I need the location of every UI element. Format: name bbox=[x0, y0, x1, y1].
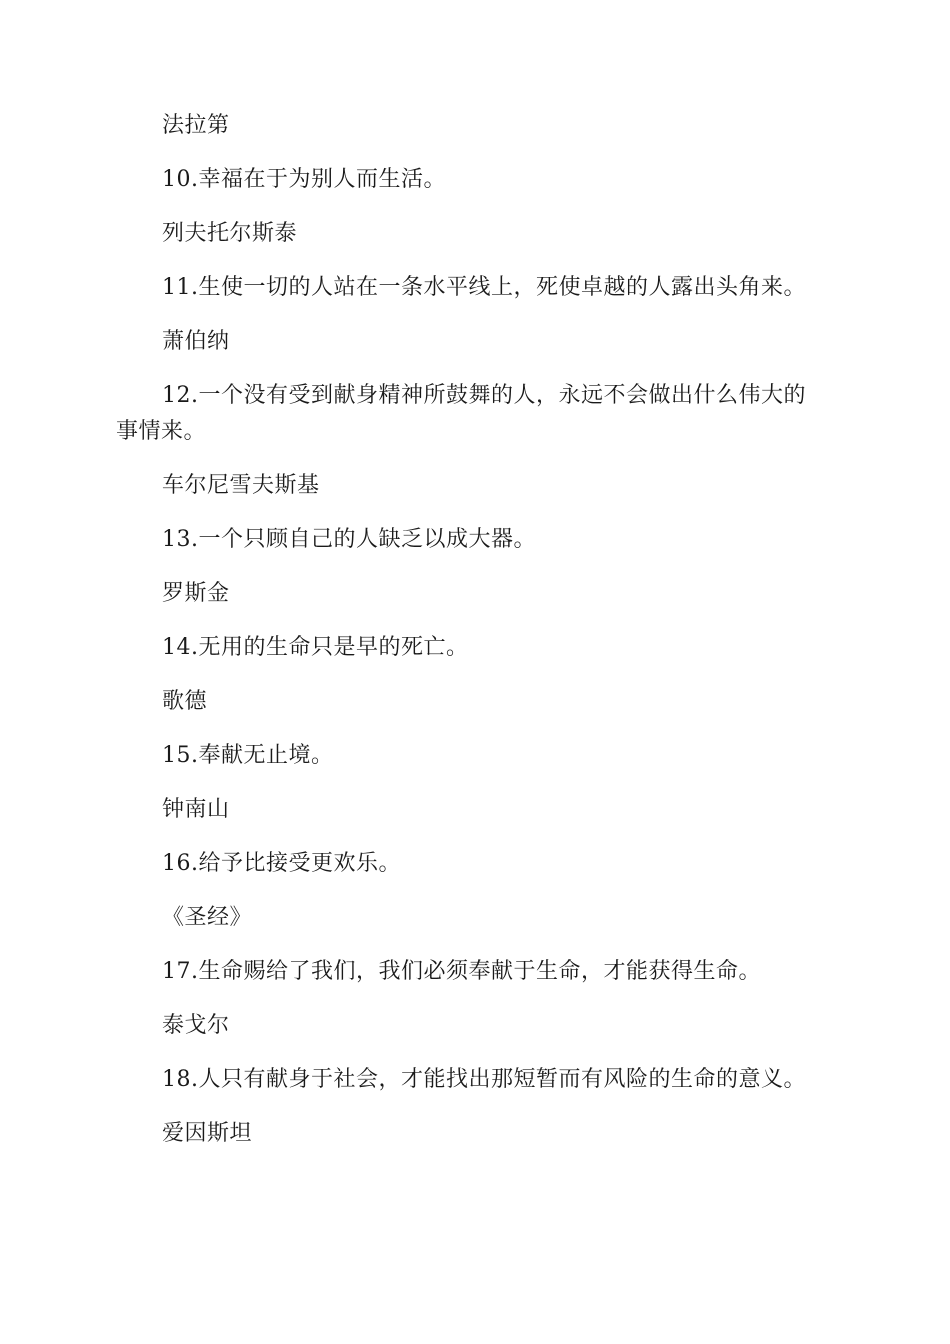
author-line: 车尔尼雪夫斯基 bbox=[162, 473, 320, 498]
quote-line: 15.奉献无止境。 bbox=[162, 743, 334, 768]
text-column bbox=[116, 108, 828, 1170]
quote-line: 16.给予比接受更欢乐。 bbox=[162, 851, 401, 876]
author-line: 钟南山 bbox=[162, 797, 230, 822]
quote-line: 10.幸福在于为别人而生活。 bbox=[162, 167, 446, 192]
author-line: 萧伯纳 bbox=[162, 329, 230, 354]
author-line: 爱因斯坦 bbox=[162, 1121, 253, 1146]
author-line: 法拉第 bbox=[162, 113, 230, 138]
quote-line: 13.一个只顾自己的人缺乏以成大器。 bbox=[162, 527, 536, 552]
author-line: 列夫托尔斯泰 bbox=[162, 221, 298, 246]
quote-line: 11.生使一切的人站在一条水平线上，死使卓越的人露出头角来。 bbox=[162, 275, 806, 300]
quote-line: 14.无用的生命只是早的死亡。 bbox=[162, 635, 469, 660]
author-line: 罗斯金 bbox=[162, 581, 230, 606]
quote-line: 17.生命赐给了我们，我们必须奉献于生命，才能获得生命。 bbox=[162, 959, 761, 984]
author-line: 歌德 bbox=[162, 689, 208, 714]
quote-line: 18.人只有献身于社会，才能找出那短暂而有风险的生命的意义。 bbox=[162, 1067, 806, 1092]
author-line: 《圣经》 bbox=[162, 905, 253, 930]
author-line: 泰戈尔 bbox=[162, 1013, 230, 1038]
quote-line: 12.一个没有受到献身精神所鼓舞的人，永远不会做出什么伟大的事情来。 bbox=[116, 383, 806, 444]
